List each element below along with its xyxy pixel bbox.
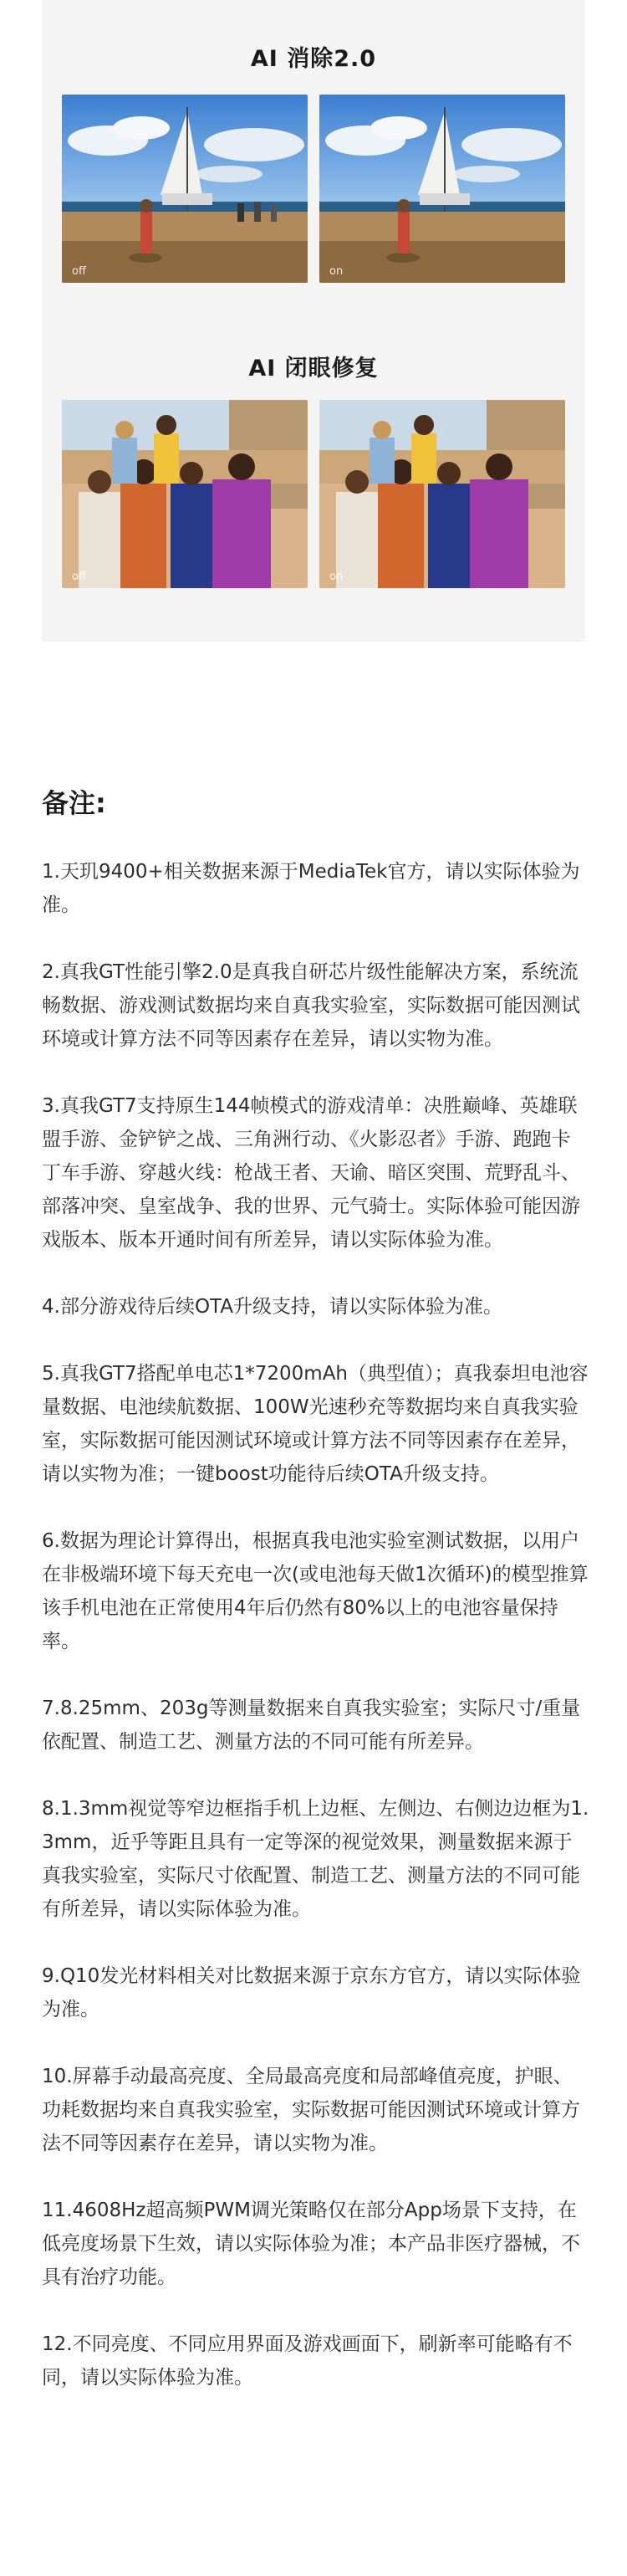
ai-eye-fix-title: AI 闭眼修复 (248, 356, 379, 382)
notes-list (42, 855, 589, 2428)
note-item: 12.不同亮度、不同应用界面及游戏画面下，刷新率可能略有不同，请以实际体验为准。 (42, 2333, 573, 2389)
ai-eye-fix-off-image (62, 400, 308, 588)
note-item: 3.真我GT7支持原生144帧模式的游戏清单：决胜巅峰、英雄联盟手游、金铲铲之战、三角洲行动、《火影忍者》手游、跑跑卡丁车手游、穿越火线：枪战王者、天谕、暗区突围、荒野乱斗、部落冲突、皇室战争、我的世界、元气骑士。实际体验可能因游戏版本、版本开通时间有所差异，请以实际体验为准。 (42, 1095, 580, 1251)
ai-eye-fix-on-image (319, 400, 565, 588)
notes-heading: 备注: (42, 787, 106, 819)
note-item: 7.8.25mm、203g等测量数据来自真我实验室；实际尺寸/重量依配置、制造工艺、测量方法的不同可能有所差异。 (42, 1698, 581, 1753)
on-label: on (329, 265, 344, 278)
note-item: 1.天玑9400+相关数据来源于MediaTek官方，请以实际体验为准。 (42, 861, 580, 916)
ai-erase-title: AI 消除2.0 (250, 46, 377, 72)
off-label: off (72, 265, 86, 278)
off-label: off (72, 571, 86, 583)
note-item: 10.屏幕手动最高亮度、全局最高亮度和局部峰值亮度，护眼、功耗数据均来自真我实验室，实际数据可能因测试环境或计算方法不同等因素存在差异，请以实物为准。 (42, 2066, 580, 2154)
note-item: 6.数据为理论计算得出，根据真我电池实验室测试数据，以用户在非极端环境下每天充电一次(或电池每天做1次循环)的模型推算该手机电池在正常使用4年后仍然有80%以上的电池容量保持率。 (42, 1530, 589, 1652)
note-item: 4.部分游戏待后续OTA升级支持，请以实际体验为准。 (42, 1296, 503, 1318)
on-label: on (329, 571, 344, 583)
ai-feature-card (42, 0, 585, 642)
ai-erase-on-image (319, 95, 565, 283)
ai-erase-off-image (62, 95, 308, 283)
note-item: 2.真我GT性能引擎2.0是真我自研芯片级性能解决方案，系统流畅数据、游戏测试数据均来自真我实验室，实际数据可能因测试环境或计算方法不同等因素存在差异，请以实物为准。 (42, 961, 580, 1050)
note-item: 8.1.3mm视觉等窄边框指手机上边框、左侧边、右侧边边框为1.3mm，近乎等距且具有一定等深的视觉效果，测量数据来源于真我实验室，实际尺寸依配置、制造工艺、测量方法的不同可能有所差异，请以实际体验为准。 (42, 1798, 589, 1920)
note-item: 9.Q10发光材料相关对比数据来源于京东方官方，请以实际体验为准。 (42, 1965, 581, 2020)
note-item: 11.4608Hz超高频PWM调光策略仅在部分App场景下支持，在低亮度场景下生效，请以实际体验为准；本产品非医疗器械，不具有治疗功能。 (42, 2200, 580, 2288)
note-item: 5.真我GT7搭配单电芯1*7200mAh（典型值）；真我泰坦电池容量数据、电池续航数据、100W光速秒充等数据均来自真我实验室，实际数据可能因测试环境或计算方法不同等因素存在差异，请以实物为准；一键boost功能待后续OTA升级支持。 (42, 1363, 589, 1485)
